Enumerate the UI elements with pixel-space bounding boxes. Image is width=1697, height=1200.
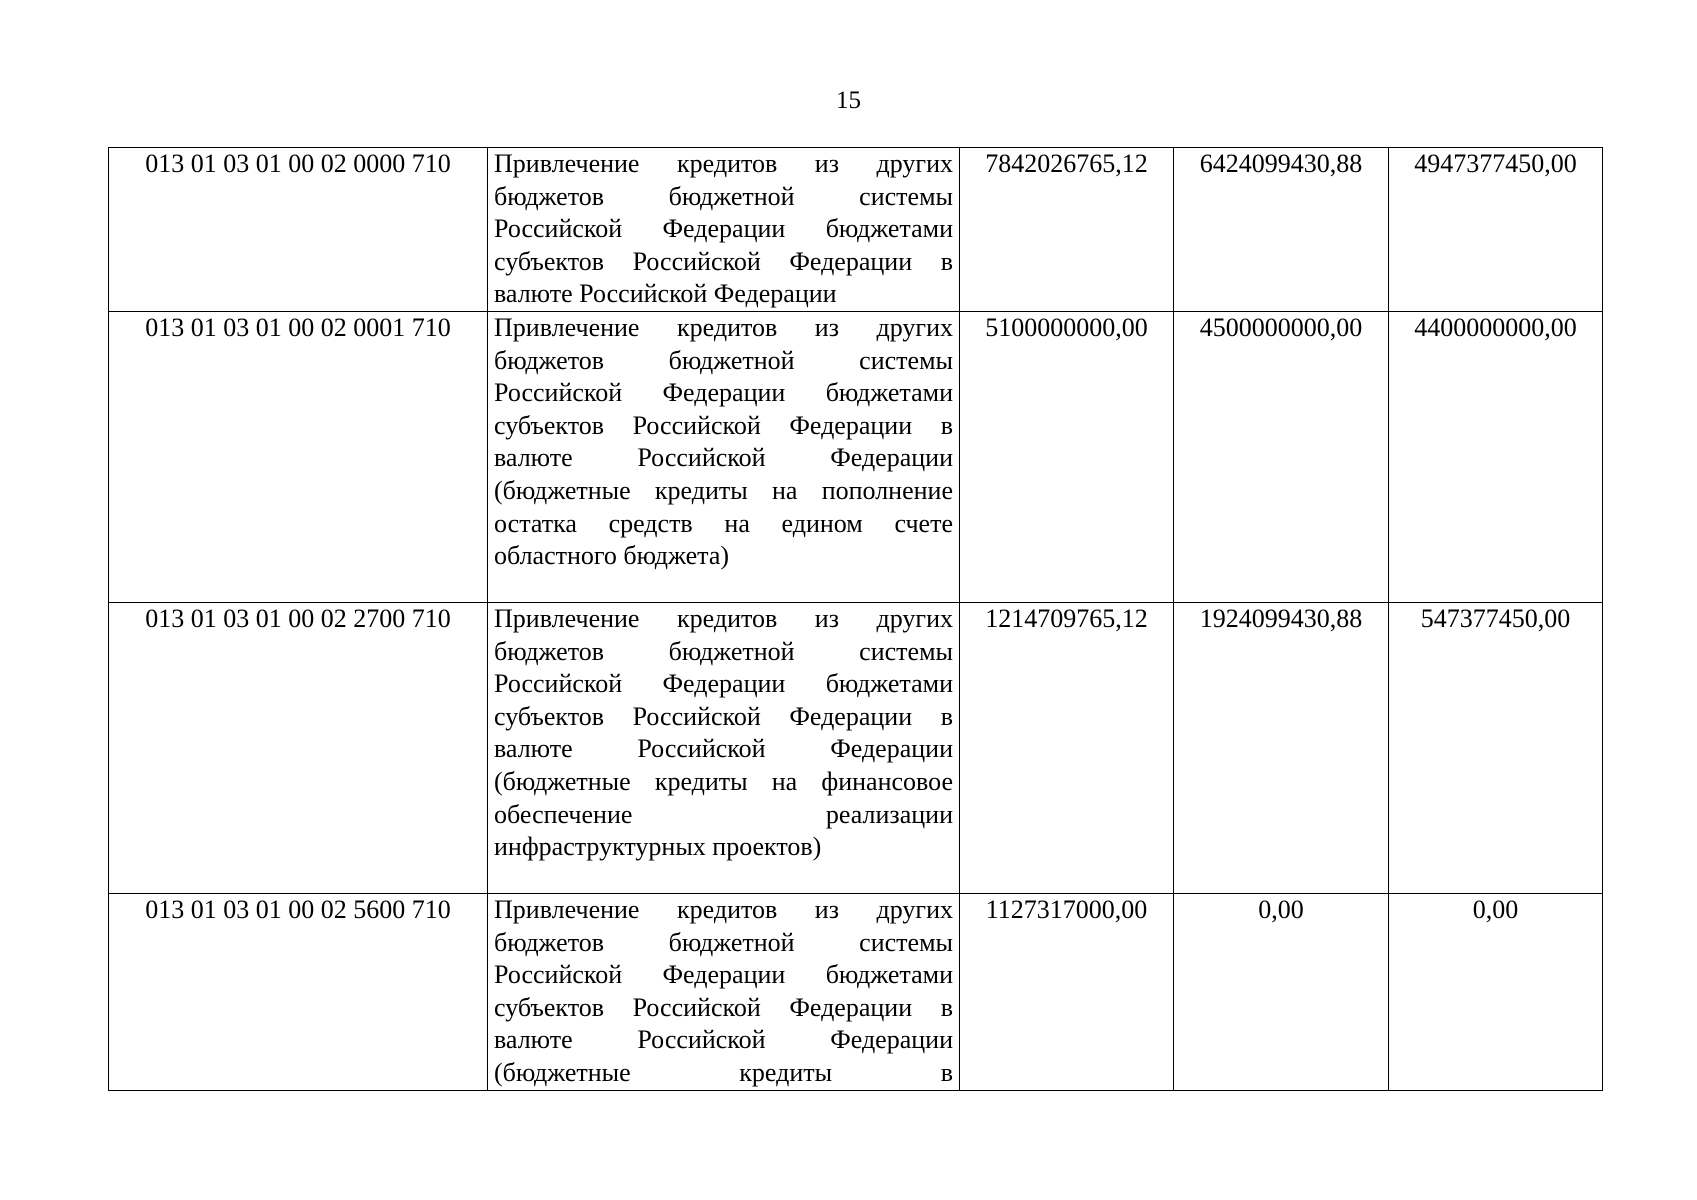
value-3-cell: 547377450,00 [1389,602,1603,893]
value-2-cell: 4500000000,00 [1174,311,1389,602]
value-2-cell: 1924099430,88 [1174,602,1389,893]
table-row [109,602,1603,893]
description-cell: Привлечение кредитов из других бюджетов бюджетной системы Российской Федерации бюджетами субъектов Российской Федерации в валюте Российской Федерации (бюджетные кредиты на пополнение остатка средств на едином счете областного бюджета) [488,311,960,602]
value-2-cell: 0,00 [1174,893,1389,1090]
budget-code-cell: 013 01 03 01 00 02 2700 710 [109,602,488,893]
value-3-cell: 0,00 [1389,893,1603,1090]
description-cell: Привлечение кредитов из других бюджетов бюджетной системы Российской Федерации бюджетами субъектов Российской Федерации в валюте Российской Федерации [488,148,960,312]
description-cell: Привлечение кредитов из других бюджетов бюджетной системы Российской Федерации бюджетами субъектов Российской Федерации в валюте Российской Федерации (бюджетные кредиты на финансовое обеспечение реализации инфраструктурных проектов) [488,602,960,893]
value-1-cell: 7842026765,12 [960,148,1174,312]
value-3-cell: 4947377450,00 [1389,148,1603,312]
budget-code-cell: 013 01 03 01 00 02 0001 710 [109,311,488,602]
page-number: 15 [836,87,861,114]
table-row [109,311,1603,602]
value-2-cell: 6424099430,88 [1174,148,1389,312]
table-row [109,893,1603,1090]
description-cell: Привлечение кредитов из других бюджетов бюджетной системы Российской Федерации бюджетами субъектов Российской Федерации в валюте Российской Федерации (бюджетные кредиты в [488,893,960,1090]
budget-code-cell: 013 01 03 01 00 02 0000 710 [109,148,488,312]
value-1-cell: 1127317000,00 [960,893,1174,1090]
budget-code-cell: 013 01 03 01 00 02 5600 710 [109,893,488,1090]
budget-table [108,147,1603,1091]
value-1-cell: 1214709765,12 [960,602,1174,893]
value-1-cell: 5100000000,00 [960,311,1174,602]
table-row [109,148,1603,312]
value-3-cell: 4400000000,00 [1389,311,1603,602]
